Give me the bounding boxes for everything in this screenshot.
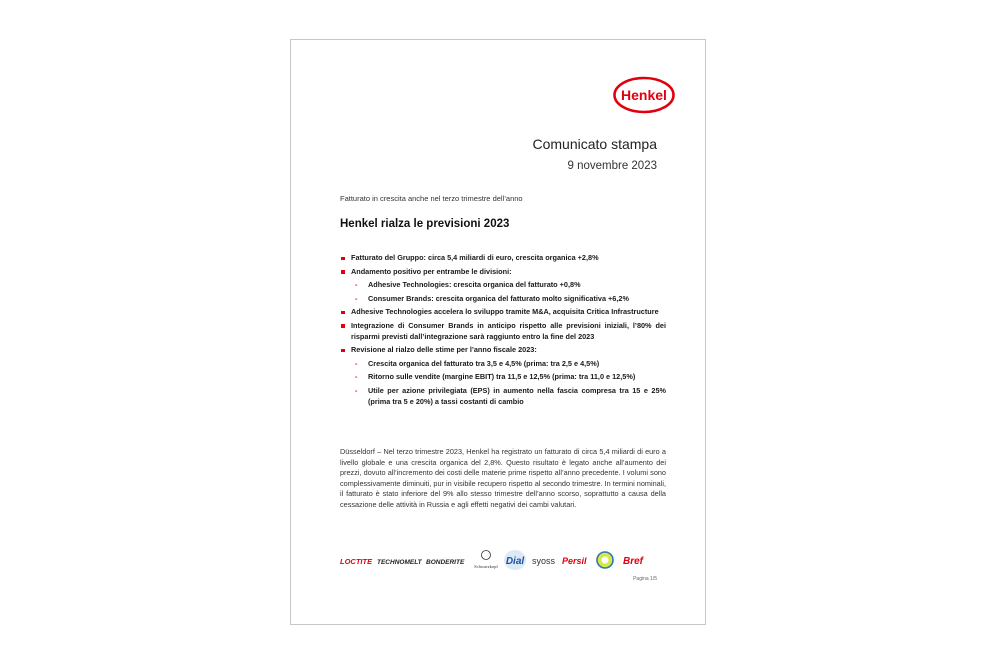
schwarzkopf-logo [474,551,498,570]
schwarzkopf-logo-text: Schwarzkopf [474,564,498,569]
document-type: Comunicato stampa [532,136,657,152]
persil-logo: Persil [562,556,587,566]
syoss-logo: syoss [532,556,556,566]
document-date: 9 novembre 2023 [567,160,657,172]
dial-logo [504,550,526,570]
key-point: Fatturato del Gruppo: circa 5,4 miliardi di euro, crescita organica +2,8% [340,253,666,264]
key-points-list [340,253,666,410]
sub-point: - Consumer Brands: crescita organica del fatturato molto significativa +6,2% [340,294,666,305]
henkel-logo-text: Henkel [621,87,667,103]
bonderite-logo: BONDERITE [426,559,465,566]
pril-logo [597,552,613,568]
sub-point: - Adhesive Technologies: crescita organica del fatturato +0,8% [340,280,666,291]
headline: Henkel rialza le previsioni 2023 [340,218,510,230]
page-number: Pagina 1/5 [633,576,657,582]
body-paragraph: Düsseldorf – Nel terzo trimestre 2023, Henkel ha registrato un fatturato di circa 5,4 miliardi di euro a livello globale e una crescita organica del 2,8%. Questo risultato è legato anche all’aumento dei prezzi, dovuto all’incremento dei costi delle materie prime rispetto all’anno precedente. I volumi sono complessivamente diminuiti, pur in visibile recupero rispetto al secondo trimestre. In termini nominali, il fatturato è stato inferiore del 9% allo stesso trimestre dell’anno scorso, soprattutto a causa della cessazione delle attività in Russia e agli effetti negativi dei cambi valutari. [340,447,666,509]
henkel-logo [613,76,675,114]
key-point: Adhesive Technologies accelera lo sviluppo tramite M&A, acquisita Critica Infrastructure [340,307,666,318]
tagline: Fatturato in crescita anche nel terzo trimestre dell’anno [340,194,523,203]
brand-logos-strip [340,546,666,574]
key-point: Andamento positivo per entrambe le divisioni: [340,267,666,278]
sub-point: - Utile per azione privilegiata (EPS) in aumento nella fascia compresa tra 15 e 25% (prima tra 5 e 20%) a tassi costanti di cambio [340,386,666,407]
bref-logo: Bref [623,556,644,567]
loctite-logo: LOCTITE [340,557,373,566]
press-release-page [290,39,706,625]
technomelt-logo: TECHNOMELT [377,559,422,566]
sub-point: - Ritorno sulle vendite (margine EBIT) tra 11,5 e 12,5% (prima: tra 11,0 e 12,5%) [340,372,666,383]
key-point: Revisione al rialzo delle stime per l’anno fiscale 2023: [340,345,666,356]
key-point: Integrazione di Consumer Brands in anticipo rispetto alle previsioni iniziali, l’80% dei risparmi previsti dall’integrazione sarà raggiunto entro la fine del 2023 [340,321,666,342]
sub-point: - Crescita organica del fatturato tra 3,5 e 4,5% (prima: tra 2,5 e 4,5%) [340,359,666,370]
dial-logo-text: Dial [505,556,525,567]
